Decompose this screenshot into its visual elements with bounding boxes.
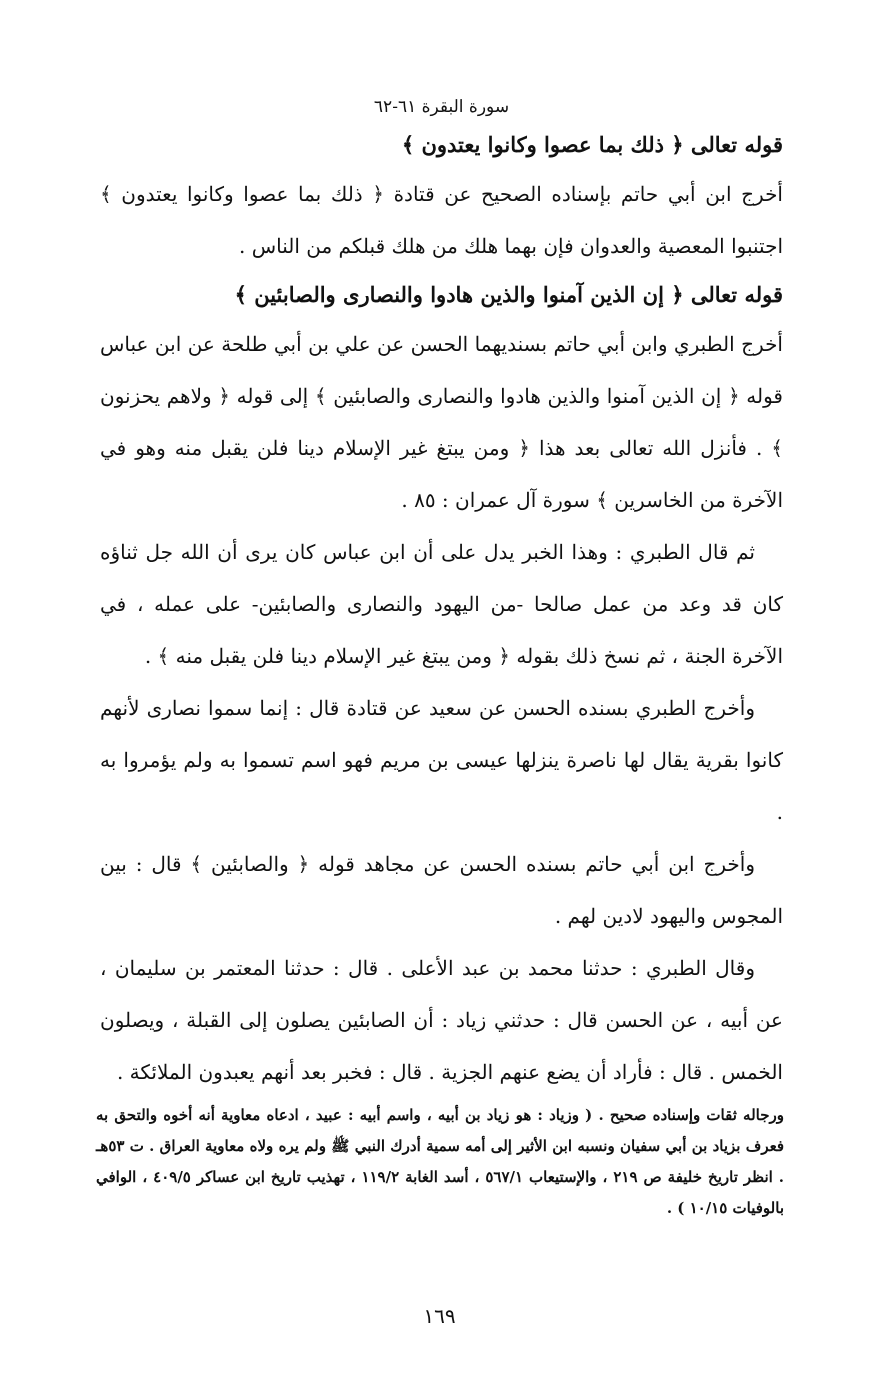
paragraph: وأخرج ابن أبي حاتم بسنده الحسن عن مجاهد قوله ﴿ والصابئين ﴾ قال : بين المجوس واليهود لادين لهم . [100, 852, 783, 928]
footnote: ورجاله ثقات وإسناده صحيح . ( وزياد : هو زياد بن أبيه ، واسم أبيه : عبيد ، ادعاه معاوية أنه أخوه والتحق به فعرف بزياد بن أبي سفيان ونسبه ابن الأثير إلى أمه سمية أدرك النبي ﷺ ولم يره ولاه معاوية العراق . ت ٥٣هـ . انظر تاريخ خليفة ص ٢١٩ ، والإستيعاب ٥٦٧/١ ، أسد الغابة ١١٩/٢ ، تهذيب تاريخ ابن عساكر ٤٠٩/٥ ، الوافي بالوفيات ١٠/١٥ ) . [96, 1106, 785, 1217]
paragraph: وقال الطبري : حدثنا محمد بن عبد الأعلى . قال : حدثنا المعتمر بن سليمان ، عن أبيه ، عن الحسن قال : حدثني زياد : أن الصابئين يصلون إلى القبلة ، ويصلون الخمس . قال : فأراد أن يضع عنهم الجزية . قال : فخبر بعد أنهم يعبدون الملائكة . [100, 956, 783, 1084]
paragraph: ثم قال الطبري : وهذا الخبر يدل على أن ابن عباس كان يرى أن الله جل ثناؤه كان قد وعد من عمل صالحا -من اليهود والنصارى والصابئين- على عمله ، في الآخرة الجنة ، ثم نسخ ذلك بقوله ﴿ ومن يبتغ غير الإسلام دينا فلن يقبل منه ﴾ . [100, 540, 783, 668]
section-1 [100, 122, 783, 272]
paragraph: وأخرج الطبري بسنده الحسن عن سعيد عن قتادة قال : إنما سموا نصارى لأنهم كانوا بقرية يقال لها ناصرة ينزلها عيسى بن مريم فهو اسم تسموا به ولم يؤمروا به . [100, 696, 783, 824]
page-number: ١٦٩ [423, 1304, 456, 1328]
paragraph: أخرج ابن أبي حاتم بإسناده الصحيح عن قتادة ﴿ ذلك بما عصوا وكانوا يعتدون ﴾ اجتنبوا المعصية والعدوان فإن بهما هلك من هلك قبلكم من الناس . [100, 182, 783, 258]
main-text-block [100, 92, 783, 1098]
section-heading: قوله تعالى ﴿ إن الذين آمنوا والذين هادوا والنصارى والصابئين ﴾ [234, 282, 783, 307]
running-header: سورة البقرة ٦١-٦٢ [373, 97, 510, 117]
paragraph: أخرج الطبري وابن أبي حاتم بسنديهما الحسن عن علي بن أبي طلحة عن ابن عباس قوله ﴿ إن الذين آمنوا والذين هادوا والنصارى والصابئين ﴾ إلى قوله ﴿ ولاهم يحزنون ﴾ . فأنزل الله تعالى بعد هذا ﴿ ومن يبتغ غير الإسلام دينا فلن يقبل منه وهو في الآخرة من الخاسرين ﴾ سورة آل عمران : ٨٥ . [100, 332, 783, 512]
section-2 [100, 272, 783, 1098]
section-heading: قوله تعالى ﴿ ذلك بما عصوا وكانوا يعتدون ﴾ [401, 132, 783, 157]
